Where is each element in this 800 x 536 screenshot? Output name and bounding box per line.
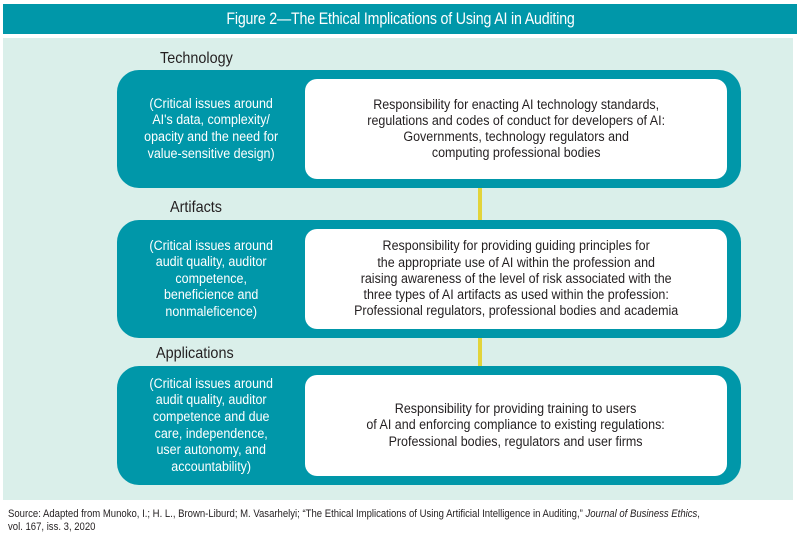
issues-line: (Critical issues around: [149, 237, 273, 254]
issues-line: opacity and the need for: [144, 129, 278, 145]
issues-line: beneficience and: [163, 287, 259, 304]
section-label-technology: Technology: [160, 50, 233, 67]
issues-line: competence and due: [152, 408, 270, 425]
responsibility-line: computing professional bodies: [431, 145, 601, 162]
section-box-artifacts: [117, 220, 741, 338]
artifacts-responsibility: [305, 229, 727, 329]
issues-line: value-sensitive design): [147, 145, 275, 162]
figure-title: Figure 2—The Ethical Implications of Using AI in Auditing: [225, 9, 575, 28]
responsibility-line: the appropriate use of AI within the profession and: [377, 254, 655, 271]
applications-responsibility: [305, 375, 727, 476]
applications-critical-issues: [117, 366, 305, 485]
responsibility-line: raising awareness of the level of risk associated with the: [360, 270, 672, 287]
source-citation: [8, 508, 798, 533]
source-journal: Journal of Business Ethics: [585, 508, 698, 520]
responsibility-line: Responsibility for enacting AI technology standards,: [373, 96, 659, 113]
section-box-applications: [117, 366, 741, 485]
issues-line: audit quality, auditor: [155, 254, 267, 271]
section-label-artifacts: Artifacts: [170, 199, 223, 216]
issues-line: (Critical issues around: [149, 375, 273, 392]
issues-line: accountability): [171, 458, 251, 475]
responsibility-line: Responsibility for providing training to users: [395, 401, 637, 418]
responsibility-line: Responsibility for providing guiding principles for: [382, 238, 650, 255]
issues-line: audit quality, auditor: [155, 392, 267, 409]
technology-responsibility: [305, 79, 727, 179]
issues-line: competence,: [175, 270, 247, 287]
section-box-technology: [117, 70, 741, 188]
source-line-2: vol. 167, iss. 3, 2020: [8, 520, 96, 533]
connector-line-1: [478, 184, 482, 224]
section-label-applications: Applications: [156, 345, 234, 362]
responsibility-line: Professional bodies, regulators and user firms: [388, 433, 643, 450]
source-prefix: Source: Adapted from Munoko, I.; H. L., Brown-Liburd; M. Vasarhelyi; “The Ethical Implications of Using Artificial Intelligence in Auditing,”: [8, 508, 586, 520]
issues-line: user autonomy, and: [156, 442, 266, 459]
responsibility-line: Governments, technology regulators and: [403, 129, 629, 145]
issues-line: nonmaleficence): [165, 303, 257, 320]
responsibility-line: three types of AI artifacts as used within the profession:: [363, 287, 669, 304]
artifacts-critical-issues: [117, 220, 305, 338]
responsibility-line: of AI and enforcing compliance to existing regulations:: [366, 417, 666, 434]
responsibility-line: regulations and codes of conduct for developers of AI:: [367, 112, 665, 129]
issues-line: AI's data, complexity/: [152, 112, 270, 129]
figure-header: [3, 4, 797, 34]
connector-line-2: [478, 334, 482, 370]
technology-critical-issues: [117, 70, 305, 188]
issues-line: care, independence,: [154, 425, 268, 442]
source-suffix: ,: [697, 508, 700, 520]
responsibility-line: Professional regulators, professional bodies and academia: [353, 303, 679, 320]
issues-line: (Critical issues around: [149, 95, 273, 112]
source-line-1: [8, 508, 797, 521]
